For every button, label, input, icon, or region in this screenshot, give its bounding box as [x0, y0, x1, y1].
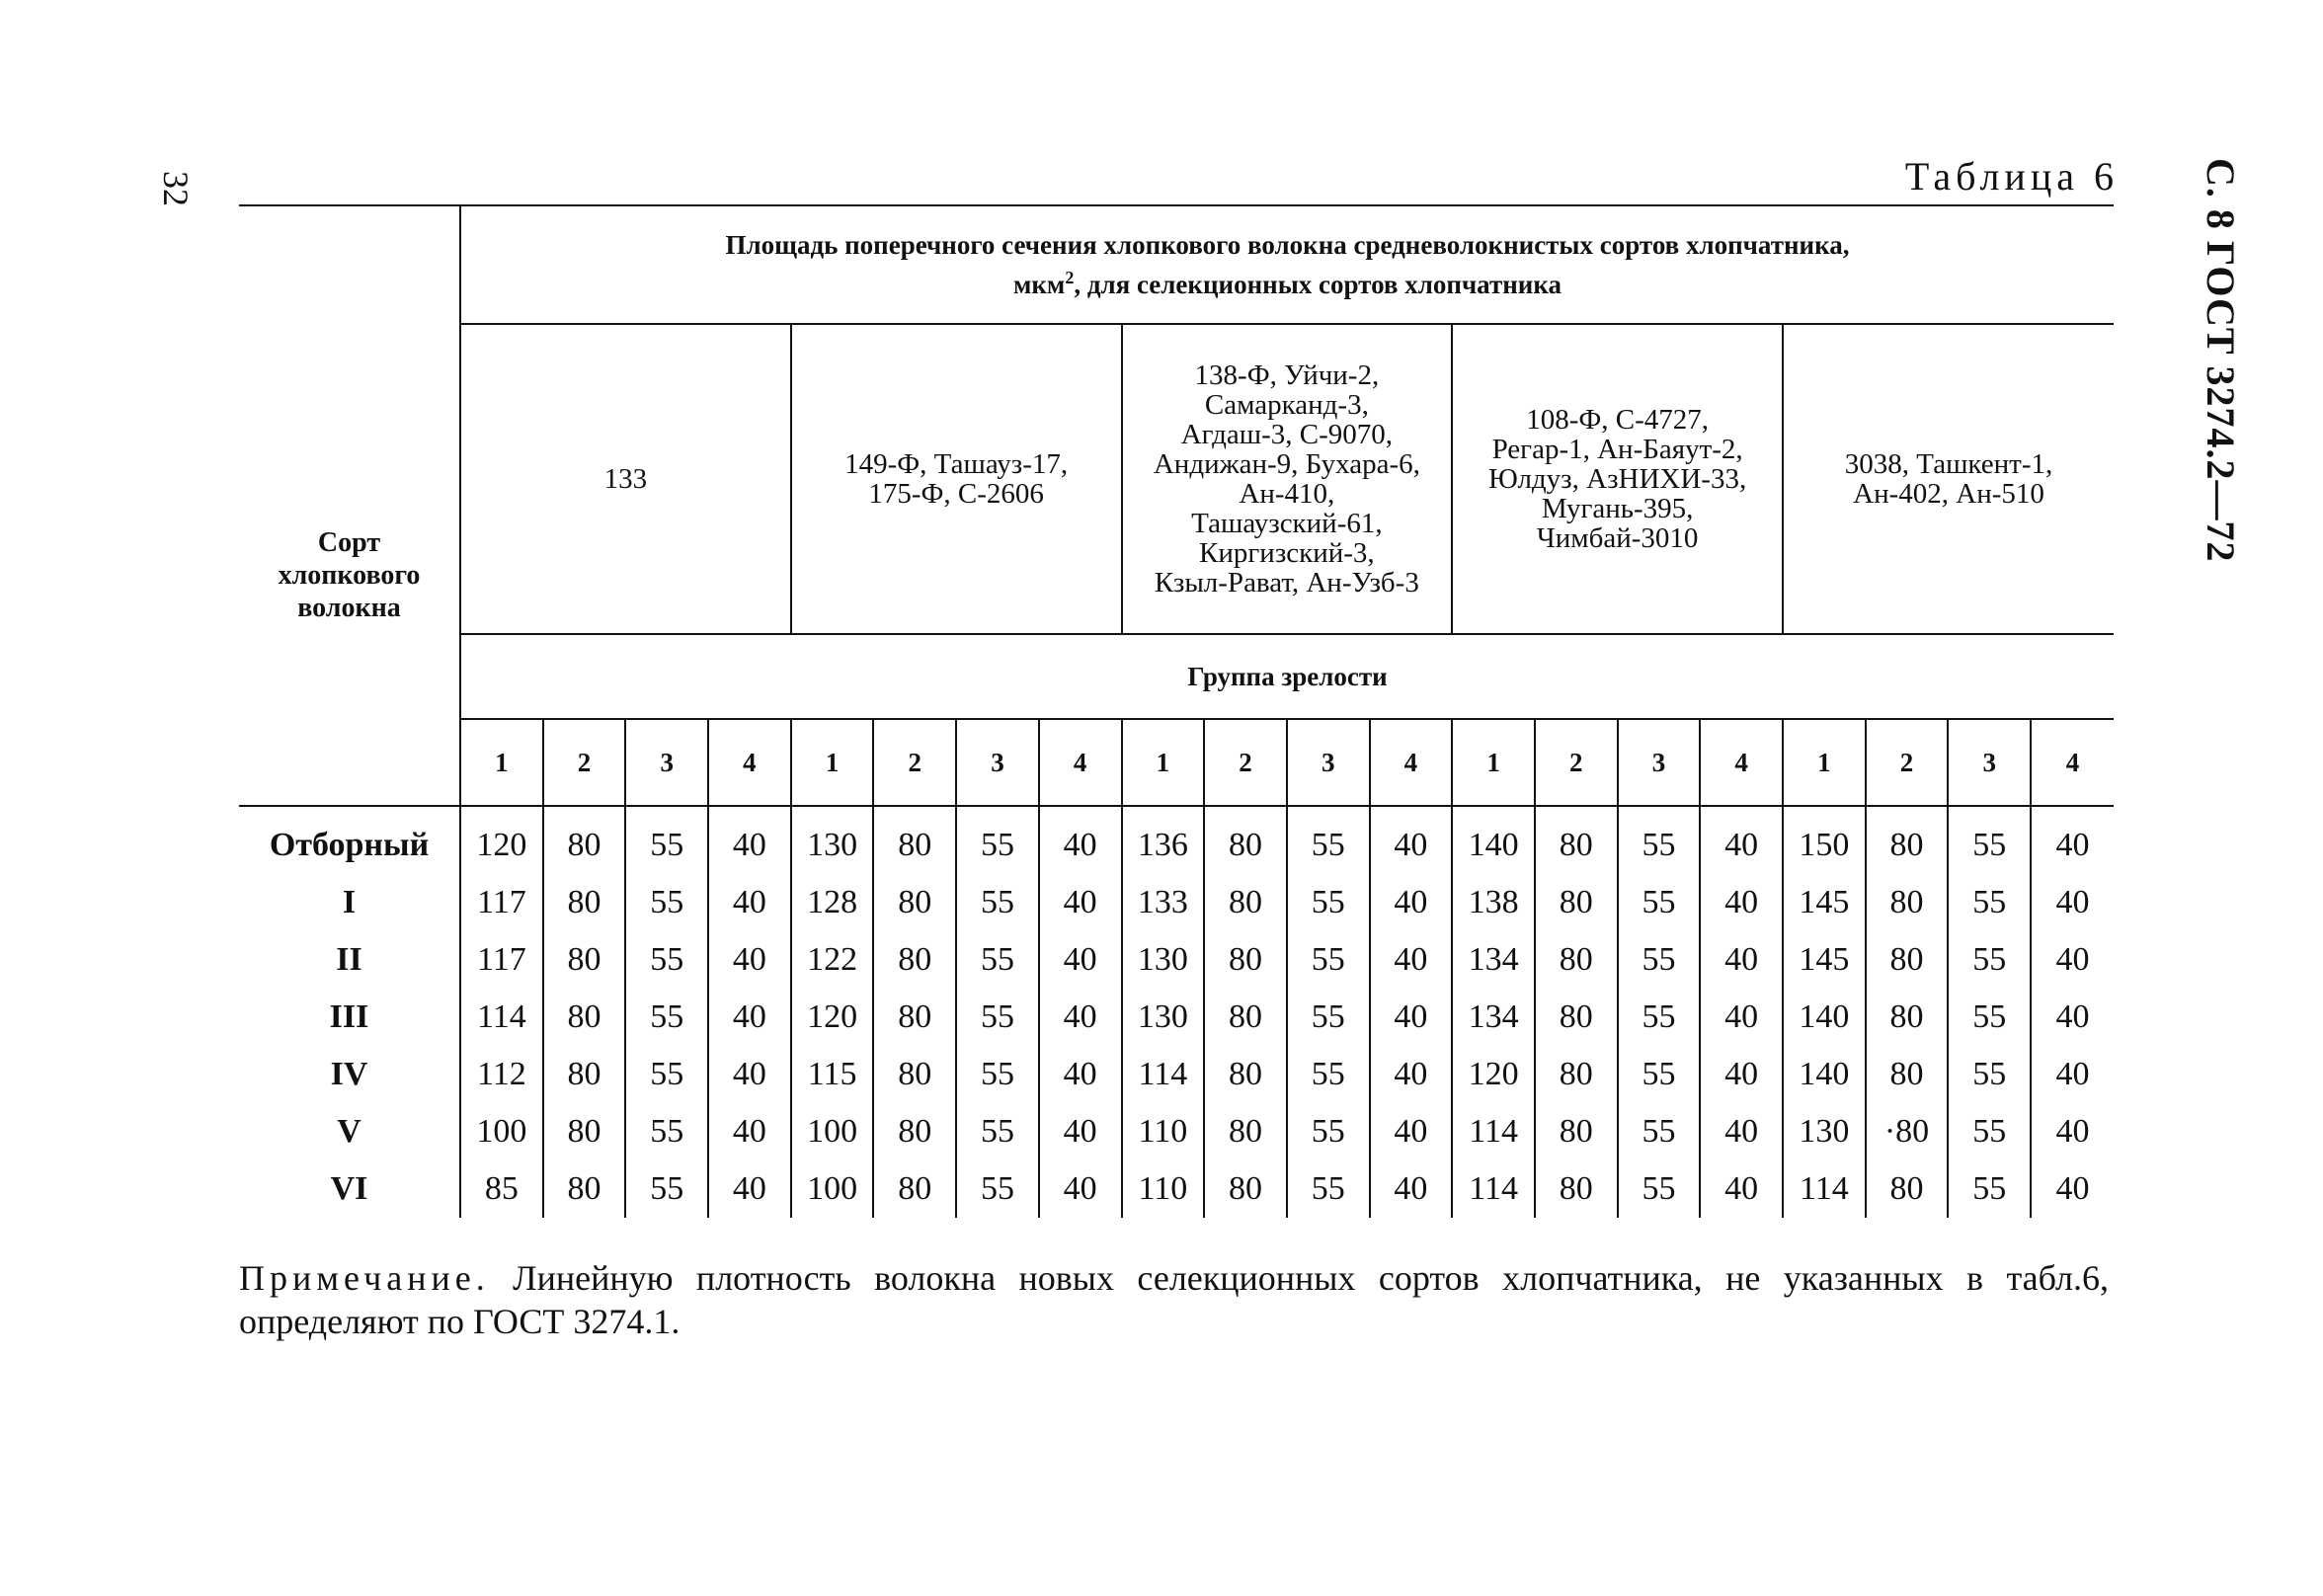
value-cell: 120 — [1452, 1046, 1535, 1103]
value-cell: 80 — [1204, 874, 1287, 931]
value-cell: 80 — [543, 931, 626, 989]
value-cell: 80 — [1535, 931, 1618, 989]
variety-header-cell — [460, 324, 791, 634]
value-cell: 120 — [791, 989, 874, 1046]
variety-line: Самарканд-3, — [1204, 389, 1369, 421]
value-cell: 80 — [873, 874, 956, 931]
variety-header-cell — [1452, 324, 1783, 634]
note-label: Примечание. — [239, 1258, 490, 1298]
variety-line: 149-Ф, Ташауз-17, — [844, 448, 1069, 480]
maturity-group-number: 2 — [1866, 719, 1949, 806]
maturity-group-number: 3 — [1618, 719, 1701, 806]
group-header-cell — [460, 634, 2114, 719]
value-cell: 130 — [791, 806, 874, 874]
value-cell: 40 — [1700, 1160, 1783, 1218]
value-cell: 55 — [956, 1160, 1039, 1218]
value-cell: 140 — [1452, 806, 1535, 874]
value-cell: 130 — [1122, 931, 1205, 989]
main-header-cell — [460, 205, 2114, 324]
value-cell: 140 — [1783, 1046, 1866, 1103]
row-label: III — [329, 998, 369, 1035]
value-cell: 40 — [1700, 931, 1783, 989]
value-cell: 85 — [460, 1160, 543, 1218]
value-cell: 80 — [873, 1103, 956, 1160]
unit-label: мкм — [1012, 269, 1066, 299]
value-cell: 55 — [956, 806, 1039, 874]
value-cell: 40 — [1039, 874, 1122, 931]
variety-header — [1453, 405, 1782, 553]
variety-line: Агдаш-3, С-9070, — [1180, 419, 1393, 450]
value-cell: 55 — [1618, 1160, 1701, 1218]
cross-section-table — [239, 204, 2114, 1218]
variety-line: Андижан-9, Бухара-6, — [1153, 448, 1420, 480]
value-cell: 55 — [1948, 806, 2031, 874]
value-cell: 40 — [1700, 874, 1783, 931]
value-cell: 40 — [708, 1103, 791, 1160]
value-cell: 134 — [1452, 931, 1535, 989]
maturity-group-number: 1 — [460, 719, 543, 806]
value-cell: 55 — [625, 989, 708, 1046]
value-cell: 55 — [1948, 1046, 2031, 1103]
value-cell: 80 — [1204, 989, 1287, 1046]
value-cell: 55 — [1287, 931, 1370, 989]
value-cell: 55 — [1948, 874, 2031, 931]
value-cell: 100 — [460, 1103, 543, 1160]
table-row — [239, 989, 2114, 1046]
value-cell: 55 — [956, 1046, 1039, 1103]
value-cell: 55 — [956, 1103, 1039, 1160]
maturity-group-number: 2 — [1204, 719, 1287, 806]
value-cell: 110 — [1122, 1160, 1205, 1218]
value-cell: 80 — [873, 806, 956, 874]
table-row — [239, 874, 2114, 931]
value-cell: 145 — [1783, 931, 1866, 989]
row-label: VI — [330, 1170, 368, 1207]
value-cell: 80 — [543, 1046, 626, 1103]
value-cell: ·80 — [1866, 1103, 1949, 1160]
value-cell: 115 — [791, 1046, 874, 1103]
value-cell: 55 — [1948, 1160, 2031, 1218]
value-cell: 40 — [1039, 806, 1122, 874]
value-cell: 55 — [625, 1046, 708, 1103]
value-cell: 40 — [1700, 989, 1783, 1046]
value-cell: 140 — [1783, 989, 1866, 1046]
maturity-group-number: 1 — [1452, 719, 1535, 806]
value-cell: 117 — [460, 931, 543, 989]
value-cell: 55 — [1948, 1103, 2031, 1160]
value-cell: 55 — [1287, 806, 1370, 874]
maturity-group-number: 1 — [1122, 719, 1205, 806]
value-cell: 40 — [1039, 1103, 1122, 1160]
value-cell: 40 — [1039, 931, 1122, 989]
value-cell: 110 — [1122, 1103, 1205, 1160]
value-cell: 40 — [708, 989, 791, 1046]
group-header: Группа зрелости — [1187, 661, 1388, 691]
variety-line: 108-Ф, С-4727, — [1526, 404, 1710, 436]
value-cell: 40 — [708, 874, 791, 931]
value-cell: 80 — [1535, 1046, 1618, 1103]
table-row — [239, 1103, 2114, 1160]
value-cell: 114 — [1452, 1103, 1535, 1160]
maturity-group-number: 4 — [2031, 719, 2114, 806]
value-cell: 80 — [1204, 1160, 1287, 1218]
variety-header-cell — [791, 324, 1122, 634]
running-header: С. 8 ГОСТ 3274.2—72 — [2199, 158, 2243, 563]
value-cell: 80 — [1204, 1046, 1287, 1103]
value-cell: 136 — [1122, 806, 1205, 874]
variety-line: Регар-1, Ан-Баяут-2, — [1491, 434, 1743, 465]
value-cell: 55 — [956, 874, 1039, 931]
value-cell: 40 — [2031, 806, 2114, 874]
value-cell: 40 — [708, 1046, 791, 1103]
value-cell: 40 — [708, 1160, 791, 1218]
value-cell: 150 — [1783, 806, 1866, 874]
value-cell: 40 — [1370, 931, 1453, 989]
value-cell: 40 — [1700, 1046, 1783, 1103]
value-cell: 55 — [1948, 931, 2031, 989]
variety-header — [792, 449, 1121, 509]
value-cell: 80 — [543, 989, 626, 1046]
value-cell: 55 — [1287, 989, 1370, 1046]
value-cell: 40 — [1370, 1160, 1453, 1218]
value-cell: 40 — [1370, 874, 1453, 931]
row-label: V — [337, 1113, 361, 1150]
value-cell: 55 — [1618, 874, 1701, 931]
value-cell: 40 — [1039, 1046, 1122, 1103]
row-label: II — [336, 941, 362, 978]
variety-line: Ан-402, Ан-510 — [1853, 478, 2044, 510]
value-cell: 40 — [1039, 989, 1122, 1046]
value-cell: 55 — [625, 806, 708, 874]
value-cell: 40 — [708, 931, 791, 989]
maturity-group-number: 4 — [1370, 719, 1453, 806]
value-cell: 80 — [1866, 931, 1949, 989]
value-cell: 40 — [2031, 1160, 2114, 1218]
table-row — [239, 931, 2114, 989]
variety-line: Ан-410, — [1239, 478, 1335, 510]
value-cell: 55 — [956, 931, 1039, 989]
value-cell: 80 — [1866, 1160, 1949, 1218]
main-header-line1: Площадь поперечного сечения хлопкового волокна средневолокнистых сортов хлопчатника, — [725, 229, 1850, 260]
value-cell: 40 — [1370, 989, 1453, 1046]
maturity-group-number: 2 — [873, 719, 956, 806]
value-cell: 80 — [1204, 1103, 1287, 1160]
maturity-group-number: 3 — [1287, 719, 1370, 806]
data-table-container — [239, 204, 2114, 1218]
variety-line: 133 — [603, 463, 648, 495]
value-cell: 120 — [460, 806, 543, 874]
value-cell: 80 — [1535, 1103, 1618, 1160]
value-cell: 117 — [460, 874, 543, 931]
main-header-line2: , для селекционных сортов хлопчатника — [1074, 269, 1562, 299]
variety-line: Юлдуз, АзНИХИ-33, — [1488, 463, 1747, 495]
value-cell: 55 — [625, 1103, 708, 1160]
value-cell: 55 — [1618, 1046, 1701, 1103]
table-caption: Таблица 6 — [1904, 154, 2119, 199]
value-cell: 80 — [1535, 806, 1618, 874]
value-cell: 55 — [956, 989, 1039, 1046]
value-cell: 55 — [625, 1160, 708, 1218]
value-cell: 80 — [873, 1046, 956, 1103]
maturity-group-number: 2 — [543, 719, 626, 806]
value-cell: 128 — [791, 874, 874, 931]
value-cell: 40 — [1700, 806, 1783, 874]
maturity-group-number: 4 — [708, 719, 791, 806]
value-cell: 80 — [1535, 1160, 1618, 1218]
value-cell: 80 — [543, 806, 626, 874]
maturity-group-number: 4 — [1039, 719, 1122, 806]
value-cell: 55 — [625, 931, 708, 989]
value-cell: 80 — [543, 874, 626, 931]
value-cell: 80 — [1866, 989, 1949, 1046]
value-cell: 55 — [1618, 1103, 1701, 1160]
table-row — [239, 1160, 2114, 1218]
variety-line: Мугань-395, — [1541, 493, 1694, 524]
value-cell: 55 — [1287, 874, 1370, 931]
value-cell: 80 — [1535, 874, 1618, 931]
row-label: Отборный — [269, 827, 430, 863]
variety-line: 3038, Ташкент-1, — [1844, 448, 2053, 480]
variety-header-cell — [1783, 324, 2114, 634]
value-cell: 80 — [1204, 931, 1287, 989]
value-cell: 80 — [873, 931, 956, 989]
value-cell: 40 — [1700, 1103, 1783, 1160]
value-cell: 133 — [1122, 874, 1205, 931]
value-cell: 80 — [873, 1160, 956, 1218]
value-cell: 130 — [1783, 1103, 1866, 1160]
value-cell: 80 — [873, 989, 956, 1046]
variety-line: Ташаузский-61, — [1191, 508, 1383, 539]
value-cell: 80 — [543, 1103, 626, 1160]
value-cell: 80 — [1204, 806, 1287, 874]
variety-header — [461, 464, 790, 494]
value-cell: 55 — [625, 874, 708, 931]
variety-line: 175-Ф, С-2606 — [868, 478, 1044, 510]
value-cell: 55 — [1618, 806, 1701, 874]
value-cell: 80 — [1866, 806, 1949, 874]
table-note — [239, 1256, 2109, 1343]
value-cell: 55 — [1618, 931, 1701, 989]
value-cell: 40 — [1370, 1046, 1453, 1103]
maturity-group-number: 1 — [1783, 719, 1866, 806]
value-cell: 100 — [791, 1160, 874, 1218]
maturity-group-number: 4 — [1700, 719, 1783, 806]
value-cell: 40 — [1370, 1103, 1453, 1160]
table-row — [239, 1046, 2114, 1103]
value-cell: 114 — [1452, 1160, 1535, 1218]
value-cell: 40 — [2031, 989, 2114, 1046]
maturity-group-number: 3 — [625, 719, 708, 806]
value-cell: 40 — [2031, 1046, 2114, 1103]
variety-header-cell — [1122, 324, 1453, 634]
value-cell: 80 — [1866, 874, 1949, 931]
value-cell: 55 — [1287, 1046, 1370, 1103]
value-cell: 80 — [543, 1160, 626, 1218]
variety-line: 138-Ф, Уйчи-2, — [1194, 359, 1380, 391]
row-label: IV — [330, 1056, 368, 1092]
value-cell: 55 — [1618, 989, 1701, 1046]
value-cell: 40 — [2031, 931, 2114, 989]
value-cell: 114 — [1122, 1046, 1205, 1103]
value-cell: 55 — [1287, 1103, 1370, 1160]
variety-line: Киргизский-3, — [1199, 537, 1375, 569]
value-cell: 40 — [1370, 806, 1453, 874]
maturity-group-number: 1 — [791, 719, 874, 806]
value-cell: 40 — [1039, 1160, 1122, 1218]
variety-line: Кзыл-Рават, Ан-Узб-3 — [1154, 567, 1419, 598]
variety-header — [1123, 360, 1452, 598]
value-cell: 130 — [1122, 989, 1205, 1046]
value-cell: 114 — [1783, 1160, 1866, 1218]
row-header: Сорт хлопкового волокна — [278, 526, 421, 623]
row-label: I — [342, 884, 357, 920]
value-cell: 114 — [460, 989, 543, 1046]
maturity-group-number: 2 — [1535, 719, 1618, 806]
note-text: Линейную плотность волокна новых селекционных сортов хлопчатника, не указанных в табл.6, определяют по ГОСТ 3274.1. — [239, 1258, 2109, 1341]
maturity-group-number: 3 — [956, 719, 1039, 806]
value-cell: 122 — [791, 931, 874, 989]
variety-line: Чимбай-3010 — [1536, 522, 1699, 554]
main-header — [461, 229, 2114, 301]
value-cell: 138 — [1452, 874, 1535, 931]
value-cell: 80 — [1866, 1046, 1949, 1103]
page-number: 32 — [156, 171, 196, 206]
value-cell: 112 — [460, 1046, 543, 1103]
value-cell: 145 — [1783, 874, 1866, 931]
value-cell: 55 — [1287, 1160, 1370, 1218]
variety-header — [1784, 449, 2114, 509]
maturity-group-number: 3 — [1948, 719, 2031, 806]
value-cell: 40 — [2031, 1103, 2114, 1160]
value-cell: 40 — [2031, 874, 2114, 931]
row-header-cell — [239, 205, 460, 806]
value-cell: 55 — [1948, 989, 2031, 1046]
table-row — [239, 806, 2114, 874]
value-cell: 100 — [791, 1103, 874, 1160]
unit-superscript: 2 — [1065, 267, 1075, 287]
value-cell: 40 — [708, 806, 791, 874]
value-cell: 80 — [1535, 989, 1618, 1046]
value-cell: 134 — [1452, 989, 1535, 1046]
